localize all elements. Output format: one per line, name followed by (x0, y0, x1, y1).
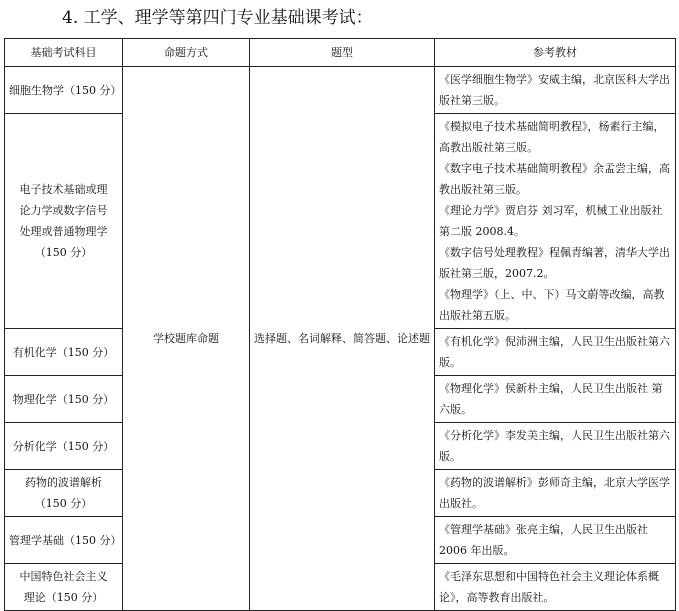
subject-line: 电子技术基础或理 (19, 183, 108, 196)
subject-line: 论力学或数字信号 (19, 204, 108, 217)
reference-book: 《数字电子技术基础简明教程》余孟尝主编，高教出版社第三版。 (439, 162, 670, 196)
reference-books-cell (435, 470, 676, 517)
subject-line: 中国特色社会主义 (19, 570, 108, 583)
reference-book: 《毛泽东思想和中国特色社会主义理论体系概论》，高等教育出版社。 (439, 570, 659, 604)
reference-book: 《医学细胞生物学》安威主编，北京医科大学出版社第三版。 (439, 73, 670, 107)
subject-cell (5, 329, 123, 376)
subject-cell (5, 67, 123, 114)
subject-line: 细胞生物学（150 分） (9, 83, 122, 97)
reference-books-cell (435, 376, 676, 423)
header-question-type: 题型 (250, 39, 435, 67)
reference-book: 《管理学基础》张亮主编，人民卫生出版社 2006 年出版。 (439, 523, 648, 557)
subject-line: 处理或普通物理学 (19, 225, 108, 238)
reference-book: 《有机化学》倪沛洲主编，人民卫生出版社第六版。 (439, 335, 670, 369)
method-cell: 学校题库命题 (123, 67, 250, 611)
subject-cell (5, 423, 123, 470)
subject-line: 管理学基础（150 分） (9, 533, 122, 547)
reference-books-cell (435, 114, 676, 329)
table-row (5, 67, 676, 114)
subject-line: 药物的波谱解析 (25, 476, 102, 489)
reference-book: 《模拟电子技术基础简明教程》，杨素行主编，高教出版社第三版。 (439, 120, 665, 154)
subject-cell (5, 517, 123, 564)
reference-books-cell (435, 517, 676, 564)
subject-line: 物理化学（150 分） (12, 392, 115, 406)
question-type-cell: 选择题、名词解释、简答题、论述题 (250, 67, 435, 611)
reference-book: 《物理化学》侯新朴主编，人民卫生出版社 第六版。 (439, 382, 663, 416)
reference-book: 《分析化学》李发美主编，人民卫生出版社第六版。 (439, 429, 670, 463)
subject-line: 分析化学（150 分） (12, 439, 115, 453)
subject-line: 有机化学（150 分） (12, 345, 115, 359)
header-method: 命题方式 (123, 39, 250, 67)
reference-book: 《理论力学》贾启芬 刘习军，机械工业出版社第二版 2008.4。 (439, 204, 663, 238)
reference-books-cell (435, 564, 676, 611)
reference-books-cell (435, 329, 676, 376)
subject-line: 理论（150 分） (23, 591, 104, 604)
subject-line: （150 分） (34, 497, 93, 510)
exam-table (4, 38, 676, 611)
subject-cell (5, 114, 123, 329)
header-reference-books: 参考教材 (435, 39, 676, 67)
subject-cell (5, 470, 123, 517)
reference-book: 《数字信号处理教程》程佩青编著，清华大学出版社第三版，2007.2。 (439, 246, 670, 280)
table-header-row (5, 39, 676, 67)
reference-book: 《药物的波谱解析》彭师奇主编，北京大学医学出版社。 (439, 476, 670, 510)
subject-line: （150 分） (34, 246, 93, 259)
subject-cell (5, 376, 123, 423)
subject-cell (5, 564, 123, 611)
reference-books-cell (435, 67, 676, 114)
reference-book: 《物理学》（上、中、下）马文蔚等改编，高教出版社第五版。 (439, 288, 665, 322)
reference-books-cell (435, 423, 676, 470)
page-heading: 4. 工学、理学等第四门专业基础课考试： (62, 8, 373, 28)
header-subject: 基础考试科目 (5, 39, 123, 67)
